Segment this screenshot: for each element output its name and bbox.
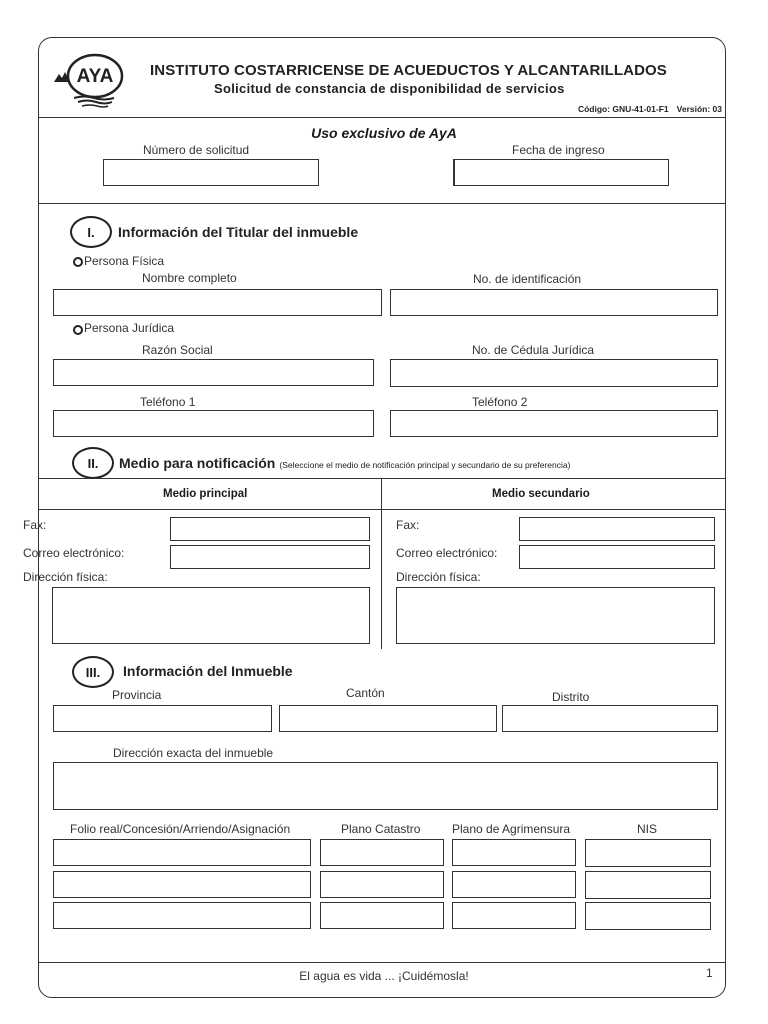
section-3-title: Información del Inmueble bbox=[123, 663, 293, 679]
form-code-value: Código: GNU-41-01-F1 bbox=[577, 104, 669, 114]
folio-field-1[interactable] bbox=[53, 839, 311, 866]
section-2-heading bbox=[119, 455, 570, 471]
entry-date-field[interactable] bbox=[453, 159, 669, 186]
district-field[interactable] bbox=[502, 705, 718, 732]
form-title: Solicitud de constancia de disponibilidad de servicios bbox=[214, 81, 565, 96]
section-2-note: (Seleccione el medio de notificación principal y secundario de su preferencia) bbox=[279, 460, 571, 470]
exact-address-label: Dirección exacta del inmueble bbox=[113, 746, 274, 760]
phone1-field[interactable] bbox=[53, 410, 374, 437]
cadastral-plan-field-1[interactable] bbox=[320, 839, 444, 866]
business-name-label: Razón Social bbox=[142, 343, 213, 357]
phone1-label: Teléfono 1 bbox=[140, 395, 196, 409]
physical-person-radio[interactable] bbox=[73, 257, 83, 267]
section-1-number: I. bbox=[70, 216, 112, 248]
legal-id-field[interactable] bbox=[390, 359, 718, 387]
secondary-email-label: Correo electrónico: bbox=[396, 546, 498, 560]
canton-label: Cantón bbox=[346, 686, 385, 700]
section-2-number: II. bbox=[72, 447, 114, 479]
exact-address-field[interactable] bbox=[53, 762, 718, 810]
folio-field-2[interactable] bbox=[53, 871, 311, 898]
primary-address-field[interactable] bbox=[52, 587, 370, 644]
primary-email-field[interactable] bbox=[170, 545, 370, 569]
request-number-field[interactable] bbox=[103, 159, 319, 186]
legal-id-label: No. de Cédula Jurídica bbox=[472, 343, 595, 357]
primary-address-label: Dirección física: bbox=[23, 570, 108, 584]
header-divider bbox=[38, 117, 726, 118]
id-number-field[interactable] bbox=[390, 289, 718, 316]
secondary-email-field[interactable] bbox=[519, 545, 715, 569]
aya-logo bbox=[50, 52, 130, 108]
office-use-title: Uso exclusivo de AyA bbox=[311, 125, 457, 141]
primary-fax-label: Fax: bbox=[23, 518, 47, 532]
business-name-field[interactable] bbox=[53, 359, 374, 386]
notification-header-divider bbox=[38, 509, 726, 510]
legal-person-label: Persona Jurídica bbox=[84, 321, 175, 335]
institution-name: INSTITUTO COSTARRICENSE DE ACUEDUCTOS Y ALCANTARILLADOS bbox=[150, 62, 667, 79]
full-name-label: Nombre completo bbox=[142, 271, 237, 285]
phone2-label: Teléfono 2 bbox=[472, 395, 528, 409]
province-field[interactable] bbox=[53, 705, 272, 732]
entry-date-label: Fecha de ingreso bbox=[512, 143, 605, 157]
secondary-address-field[interactable] bbox=[396, 587, 715, 644]
primary-medium-header: Medio principal bbox=[163, 488, 248, 500]
footer-divider bbox=[38, 962, 726, 963]
page-number: 1 bbox=[706, 966, 713, 980]
form-version: Versión: 03 bbox=[676, 104, 722, 114]
secondary-fax-field[interactable] bbox=[519, 517, 715, 541]
primary-email-label: Correo electrónico: bbox=[23, 546, 125, 560]
nis-field-1[interactable] bbox=[585, 839, 711, 867]
legal-person-radio[interactable] bbox=[73, 325, 83, 335]
nis-label: NIS bbox=[637, 822, 658, 836]
district-label: Distrito bbox=[552, 690, 590, 704]
notification-table-top bbox=[38, 478, 726, 479]
cadastral-plan-label: Plano Catastro bbox=[341, 822, 421, 836]
phone2-field[interactable] bbox=[390, 410, 718, 437]
svg-text:AYA: AYA bbox=[76, 66, 114, 87]
folio-field-3[interactable] bbox=[53, 902, 311, 929]
secondary-medium-header: Medio secundario bbox=[492, 488, 590, 500]
request-number-label: Número de solicitud bbox=[143, 143, 250, 157]
province-label: Provincia bbox=[112, 688, 162, 702]
folio-label: Folio real/Concesión/Arriendo/Asignación bbox=[70, 822, 291, 836]
footer-slogan: El agua es vida ... ¡Cuidémosla! bbox=[299, 969, 469, 983]
survey-plan-field-3[interactable] bbox=[452, 902, 576, 929]
survey-plan-label: Plano de Agrimensura bbox=[452, 822, 571, 836]
form-code bbox=[578, 104, 722, 114]
canton-field[interactable] bbox=[279, 705, 497, 732]
secondary-address-label: Dirección física: bbox=[396, 570, 481, 584]
cadastral-plan-field-3[interactable] bbox=[320, 902, 444, 929]
id-number-label: No. de identificación bbox=[473, 272, 582, 286]
section-3-number: III. bbox=[72, 656, 114, 688]
notification-column-divider bbox=[381, 478, 382, 649]
section-2-title: Medio para notificación bbox=[119, 455, 276, 471]
secondary-fax-label: Fax: bbox=[396, 518, 420, 532]
nis-field-3[interactable] bbox=[585, 902, 711, 930]
physical-person-label: Persona Física bbox=[84, 254, 165, 268]
survey-plan-field-2[interactable] bbox=[452, 871, 576, 898]
full-name-field[interactable] bbox=[53, 289, 382, 316]
primary-fax-field[interactable] bbox=[170, 517, 370, 541]
cadastral-plan-field-2[interactable] bbox=[320, 871, 444, 898]
nis-field-2[interactable] bbox=[585, 871, 711, 899]
office-use-divider bbox=[38, 203, 726, 204]
survey-plan-field-1[interactable] bbox=[452, 839, 576, 866]
section-1-title: Información del Titular del inmueble bbox=[118, 224, 359, 240]
